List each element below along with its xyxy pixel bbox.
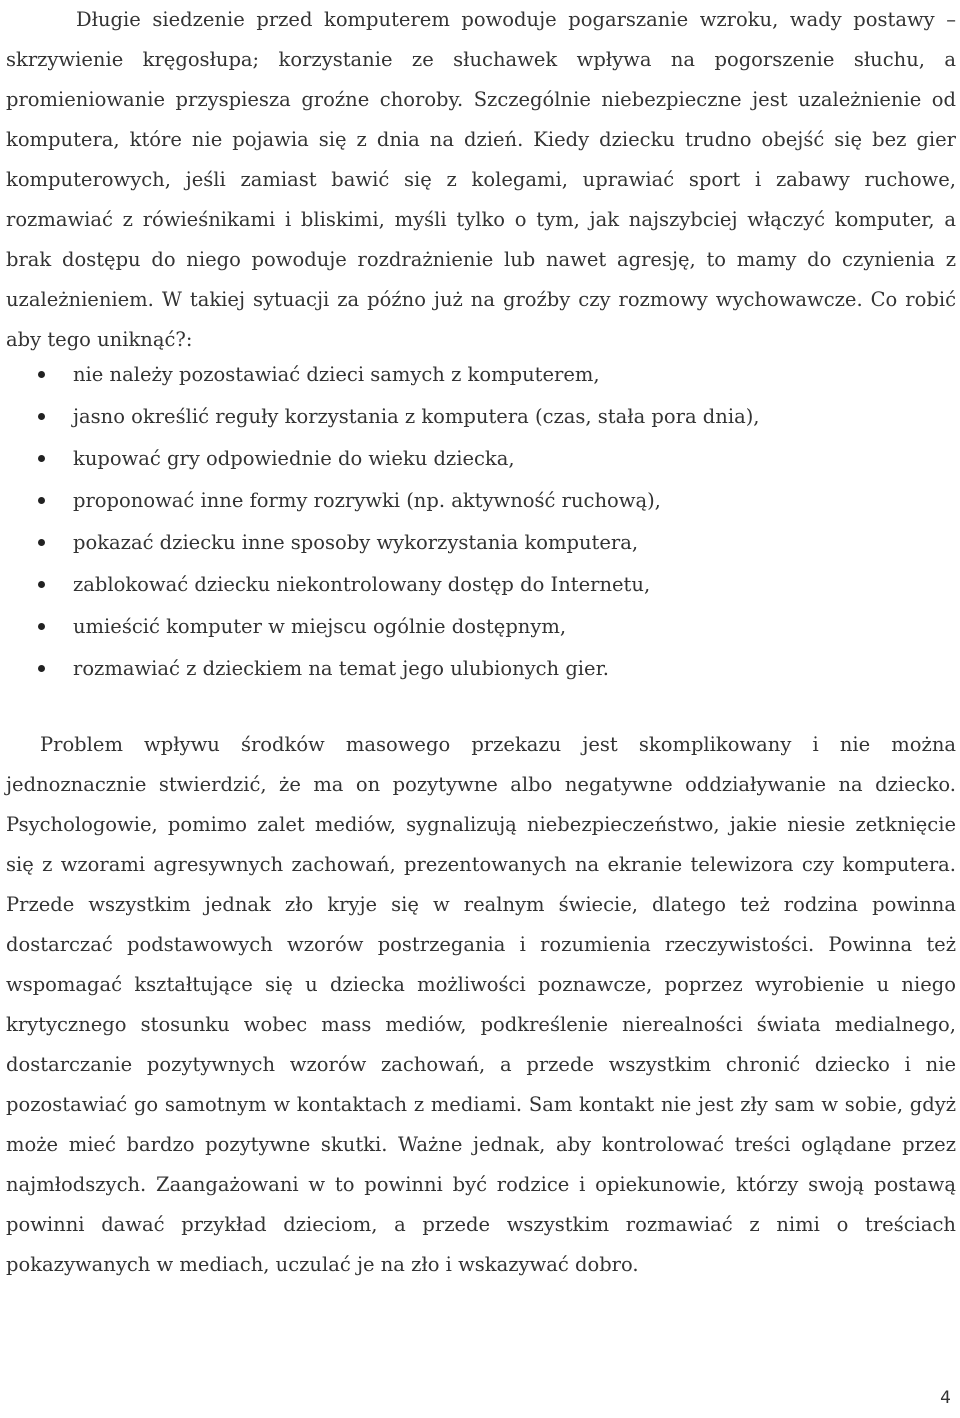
paragraph-computer-dangers: Długie siedzenie przed komputerem powoduje pogarszanie wzroku, wady postawy – skrzywienie kręgosłupa; korzystanie ze słuchawek wpływa na pogorszenie słuchu, a promieniowanie przyspiesza groźne choroby. Szczególnie niebezpieczne jest uzależnienie od komputera, które nie pojawia się z dnia na dzień. Kiedy dziecku trudno obejść się bez gier komputerowych, jeśli zamiast bawić się z kolegami, uprawiać sport i zabawy ruchowe, rozmawiać z rówieśnikami i bliskimi, myśli tylko o tym, jak najszybciej włączyć komputer, a brak dostępu do niego powoduje rozdrażnienie lub nawet agresję, to mamy do czynienia z uzależnieniem. W takiej sytuacji za późno już na groźby czy rozmowy wychowawcze. Co robić aby tego uniknąć?:: [6, 8, 956, 351]
list-item-text: proponować inne formy rozrywki (np. aktywność ruchową),: [73, 489, 661, 512]
list-item-text: jasno określić reguły korzystania z komputera (czas, stała pora dnia),: [73, 405, 760, 428]
list-item: [0, 522, 950, 564]
list-item-text: nie należy pozostawiać dzieci samych z komputerem,: [73, 363, 600, 386]
list-item: [0, 606, 950, 648]
list-item: [0, 480, 950, 522]
list-item: [0, 564, 950, 606]
list-item: [0, 438, 950, 480]
list-item-text: rozmawiać z dzieckiem na temat jego ulubionych gier.: [73, 657, 609, 680]
list-item-text: pokazać dziecku inne sposoby wykorzystania komputera,: [73, 531, 639, 554]
advice-list: [0, 354, 950, 690]
paragraph-media-influence: Problem wpływu środków masowego przekazu jest skomplikowany i nie można jednoznacznie stwierdzić, że ma on pozytywne albo negatywne oddziaływanie na dziecko. Psychologowie, pomimo zalet mediów, sygnalizują niebezpieczeństwo, jakie niesie zetknięcie się z wzorami agresywnych zachowań, prezentowanych na ekranie telewizora czy komputera. Przede wszystkim jednak zło kryje się w realnym świecie, dlatego też rodzina powinna dostarczać podstawowych wzorów postrzegania i rozumienia rzeczywistości. Powinna też wspomagać kształtujące się u dziecka możliwości poznawcze, poprzez wyrobienie u niego krytycznego stosunku wobec mass mediów, podkreślenie nierealności świata medialnego, dostarczanie pozytywnych wzorów zachowań, a przede wszystkim chronić dziecko i nie pozostawiać go samotnym w kontaktach z mediami. Sam kontakt nie jest zły sam w sobie, gdyż może mieć bardzo pozytywne skutki. Ważne jednak, aby kontrolować treści oglądane przez najmłodszych. Zaangażowani w to powinni być rodzice i opiekunowie, którzy swoją postawą powinni dawać przykład dzieciom, a przede wszystkim rozmawiać z nimi o treściach pokazywanych w mediach, uczulać je na zło i wskazywać dobro.: [6, 733, 956, 1276]
bullet-icon: [38, 581, 45, 588]
list-item-text: kupować gry odpowiednie do wieku dziecka,: [73, 447, 515, 470]
list-item-text: zablokować dziecku niekontrolowany dostęp do Internetu,: [73, 573, 651, 596]
bullet-icon: [38, 623, 45, 630]
list-item: [0, 354, 950, 396]
bullet-icon: [38, 497, 45, 504]
page-number: 4: [940, 1388, 951, 1408]
bullet-icon: [38, 665, 45, 672]
bullet-icon: [38, 413, 45, 420]
bullet-icon: [38, 539, 45, 546]
bullet-icon: [38, 371, 45, 378]
list-item: [0, 396, 950, 438]
list-item: [0, 648, 950, 690]
list-item-text: umieścić komputer w miejscu ogólnie dostępnym,: [73, 615, 567, 638]
bullet-icon: [38, 455, 45, 462]
